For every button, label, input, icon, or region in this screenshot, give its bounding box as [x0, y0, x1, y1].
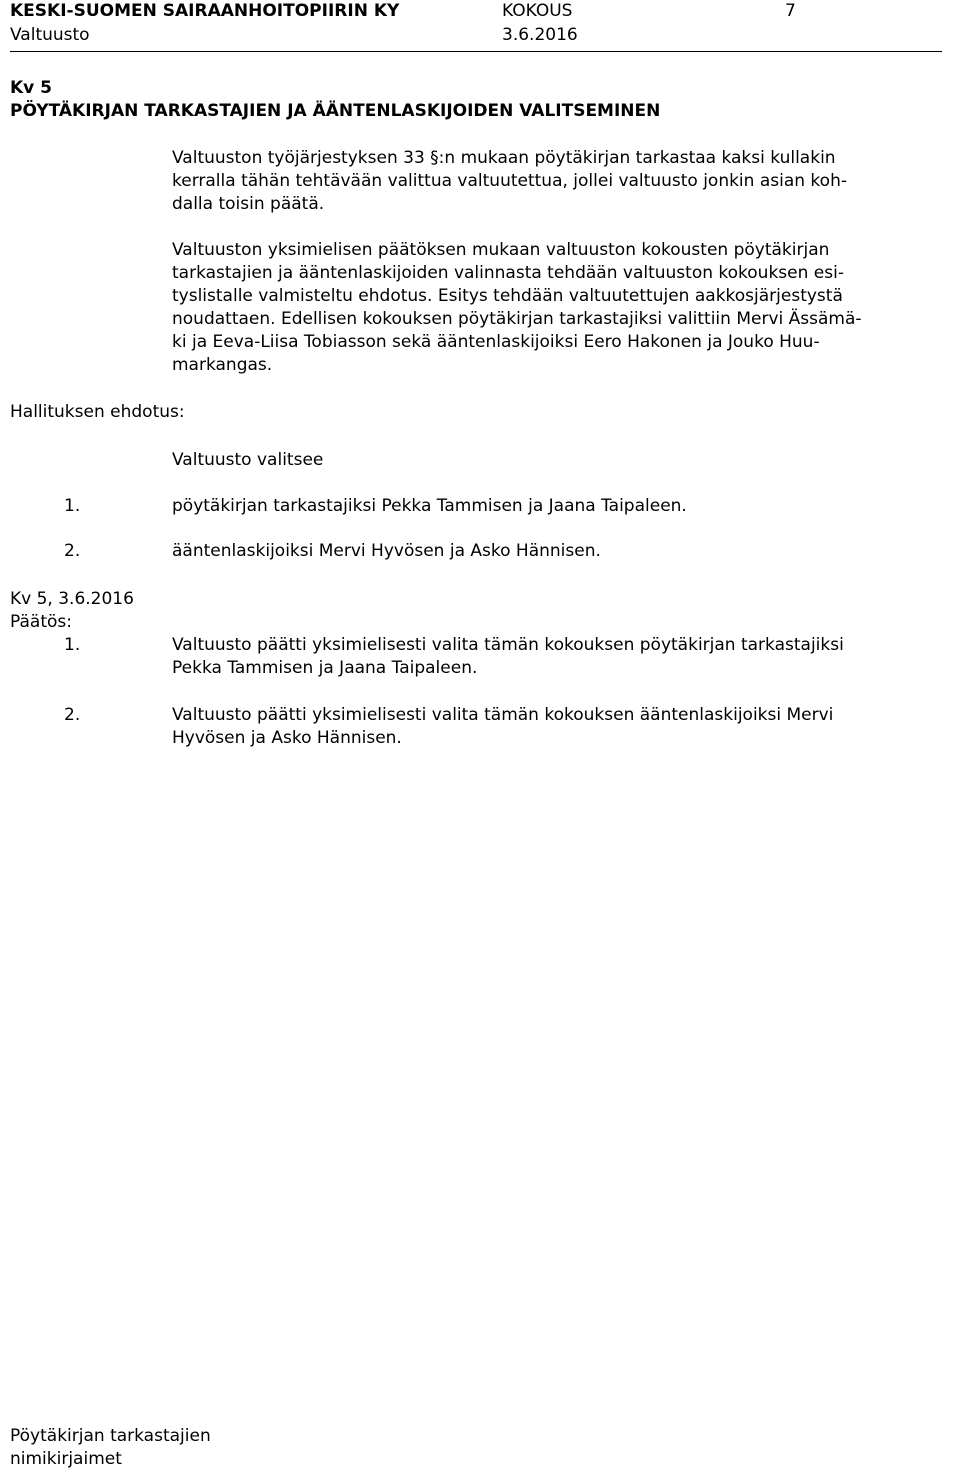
header-divider [10, 51, 942, 52]
decision-item-line: Valtuusto päätti yksimielisesti valita tämän kokouksen ääntenlaskijoiksi Mervi [172, 705, 834, 725]
meeting-date: 3.6.2016 [502, 25, 578, 45]
decision-item-text [172, 704, 942, 750]
decision-reference: Kv 5, 3.6.2016 [10, 589, 134, 609]
paragraph-line: markangas. [172, 355, 273, 375]
proposal-item-line: pöytäkirjan tarkastajiksi Pekka Tammisen ja Jaana Taipaleen. [172, 496, 687, 516]
decision-item-line: Hyvösen ja Asko Hännisen. [172, 728, 402, 748]
page-number: 7 [785, 1, 796, 21]
paragraph-line: Valtuuston työjärjestyksen 33 §:n mukaan pöytäkirjan tarkastaa kaksi kullakin [172, 148, 836, 168]
proposal-intro: Valtuusto valitsee [172, 450, 324, 470]
meeting-type: KOKOUS [502, 1, 573, 21]
decision-label: Päätös: [10, 612, 72, 632]
footer-reviewers-label: Pöytäkirjan tarkastajien [10, 1426, 211, 1446]
proposal-item-number: 1. [64, 496, 81, 516]
proposal-label: Hallituksen ehdotus: [10, 402, 185, 422]
decision-item-number: 2. [64, 705, 81, 725]
item-title: PÖYTÄKIRJAN TARKASTAJIEN JA ÄÄNTENLASKIJOIDEN VALITSEMINEN [10, 101, 661, 121]
decision-item-number: 1. [64, 635, 81, 655]
proposal-item-line: ääntenlaskijoiksi Mervi Hyvösen ja Asko Hännisen. [172, 541, 601, 561]
paragraph-line: tyslistalle valmisteltu ehdotus. Esitys tehdään valtuutettujen aakkosjärjestystä [172, 286, 843, 306]
decision-item-text [172, 634, 942, 680]
proposal-item-text [172, 540, 942, 563]
paragraph-rules [172, 147, 942, 216]
paragraph-background [172, 239, 942, 377]
paragraph-line: noudattaen. Edellisen kokouksen pöytäkirjan tarkastajiksi valittiin Mervi Ässämä- [172, 309, 862, 329]
paragraph-line: tarkastajien ja ääntenlaskijoiden valinnasta tehdään valtuuston kokouksen esi- [172, 263, 844, 283]
proposal-item-number: 2. [64, 541, 81, 561]
paragraph-line: ki ja Eeva-Liisa Tobiasson sekä ääntenlaskijoiksi Eero Hakonen ja Jouko Huu- [172, 332, 820, 352]
footer-initials-label: nimikirjaimet [10, 1449, 122, 1469]
paragraph-line: dalla toisin päätä. [172, 194, 325, 214]
decision-item-line: Valtuusto päätti yksimielisesti valita tämän kokouksen pöytäkirjan tarkastajiksi [172, 635, 844, 655]
paragraph-line: Valtuuston yksimielisen päätöksen mukaan valtuuston kokousten pöytäkirjan [172, 240, 830, 260]
organization-name: KESKI-SUOMEN SAIRAANHOITOPIIRIN KY [10, 1, 400, 21]
item-number: Kv 5 [10, 78, 53, 98]
decision-item-line: Pekka Tammisen ja Jaana Taipaleen. [172, 658, 478, 678]
paragraph-line: kerralla tähän tehtävään valittua valtuutettua, jollei valtuusto jonkin asian koh- [172, 171, 847, 191]
body-name: Valtuusto [10, 25, 90, 45]
proposal-item-text [172, 495, 942, 518]
